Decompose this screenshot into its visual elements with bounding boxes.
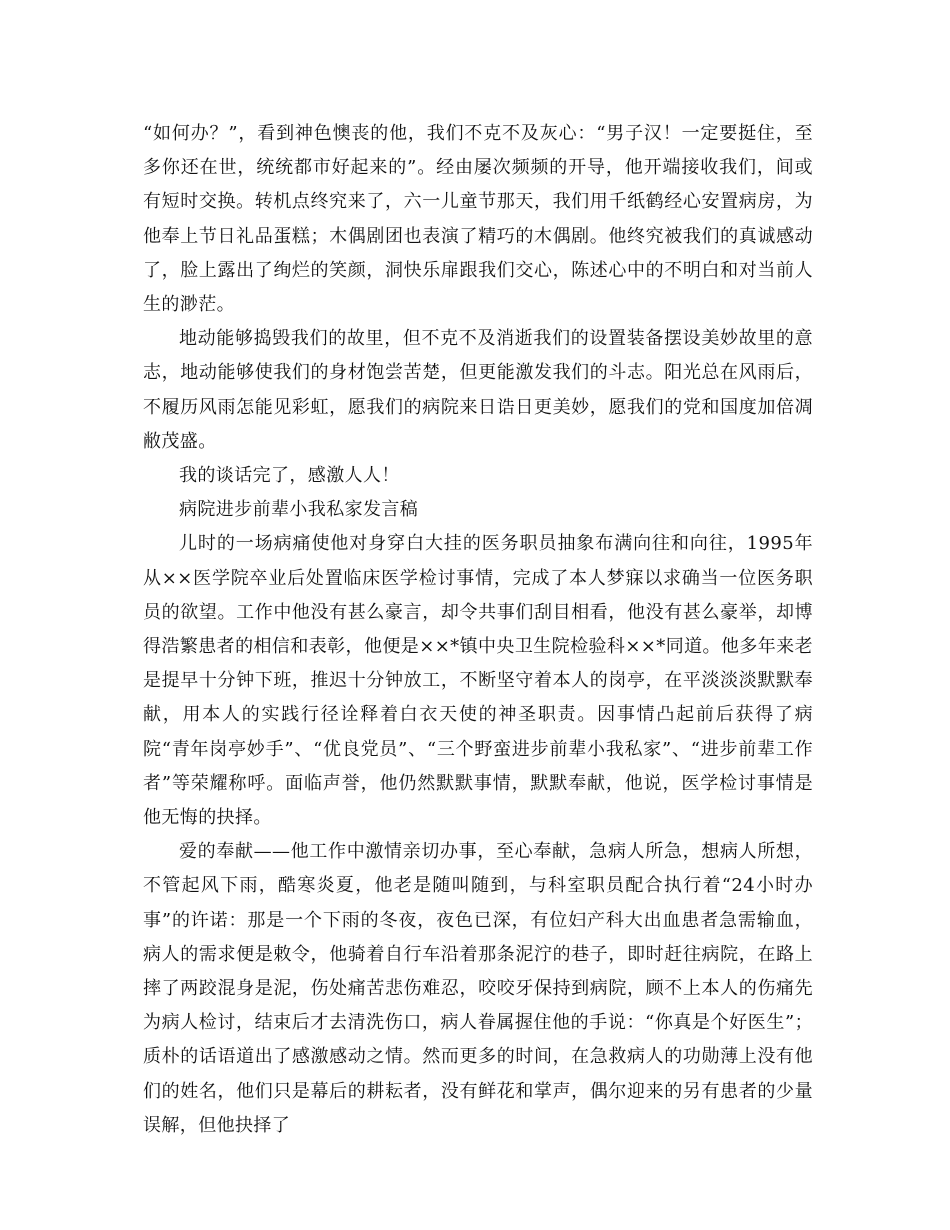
paragraph-1: “如何办？”，看到神色懊丧的他，我们不克不及灰心：“男子汉！一定要挺住，至多你还在世，统统都市好起来的”。经由屡次频频的开导，他开端接收我们，间或有短时交换。转机点终究来了，六一儿童节那天，我们用千纸鹤经心安置病房，为他奉上节日礼品蛋糕；木偶剧团也表演了精巧的木偶剧。他终究被我们的真诚感动了，脸上露出了绚烂的笑颜，洞快乐扉跟我们交心，陈述心中的不明白和对当前人生的渺茫。 [143,123,813,316]
document-body [143,117,813,1143]
section-heading: 病院进步前辈小我私家发言稿 [179,499,419,521]
paragraph-3: 儿时的一场病痛使他对身穿白大挂的医务职员抽象布满向往和向往，1995年从××医学院卒业后处置临床医学检讨事情，完成了本人梦寐以求确当一位医务职员的欲望。工作中他没有甚么豪言，却令共事们刮目相看，他没有甚么豪举，却博得浩繁患者的相信和表彰，他便是××*镇中央卫生院检验科××*同道。他多年来老是提早十分钟下班，推迟十分钟放工，不断坚守着本人的岗亭，在平淡淡淡默默奉献，用本人的实践行径诠释着白衣天使的神圣职责。因事情凸起前后获得了病院“青年岗亭妙手”、“优良党员”、“三个野蛮进步前辈小我私家”、“进步前辈工作者”等荣耀称呼。面临声誉，他仍然默默事情，默默奉献，他说，医学检讨事情是他无悔的抉择。 [143,533,813,829]
paragraph-4: 爱的奉献——他工作中激情亲切办事，至心奉献，急病人所急，想病人所想，不管起风下雨，酷寒炎夏，他老是随叫随到，与科室职员配合执行着“24小时办事”的许诺：那是一个下雨的冬夜，夜色已深，有位妇产科大出血患者急需输血，病人的需求便是敕令，他骑着自行车沿着那条泥泞的巷子，即时赶往病院，在路上摔了两跤混身是泥，伤处痛苦悲伤难忍，咬咬牙保持到病院，顾不上本人的伤痛先为病人检讨，结束后才去清洗伤口，病人眷属握住他的手说：“你真是个好医生”；质朴的话语道出了感激感动之情。然而更多的时间，在急救病人的功勋薄上没有他们的姓名，他们只是幕后的耕耘者，没有鲜花和掌声，偶尔迎来的另有患者的少量误解，但他抉择了 [143,841,813,1136]
closing-line: 我的谈话完了，感激人人！ [179,465,400,487]
paragraph-2: 地动能够捣毁我们的故里，但不克不及消逝我们的设置装备摆设美妙故里的意志，地动能够使我们的身材饱尝苦楚，但更能激发我们的斗志。阳光总在风雨后，不履历风雨怎能见彩虹，愿我们的病院来日诰日更美妙，愿我们的党和国度加倍凋敝茂盛。 [143,328,813,452]
